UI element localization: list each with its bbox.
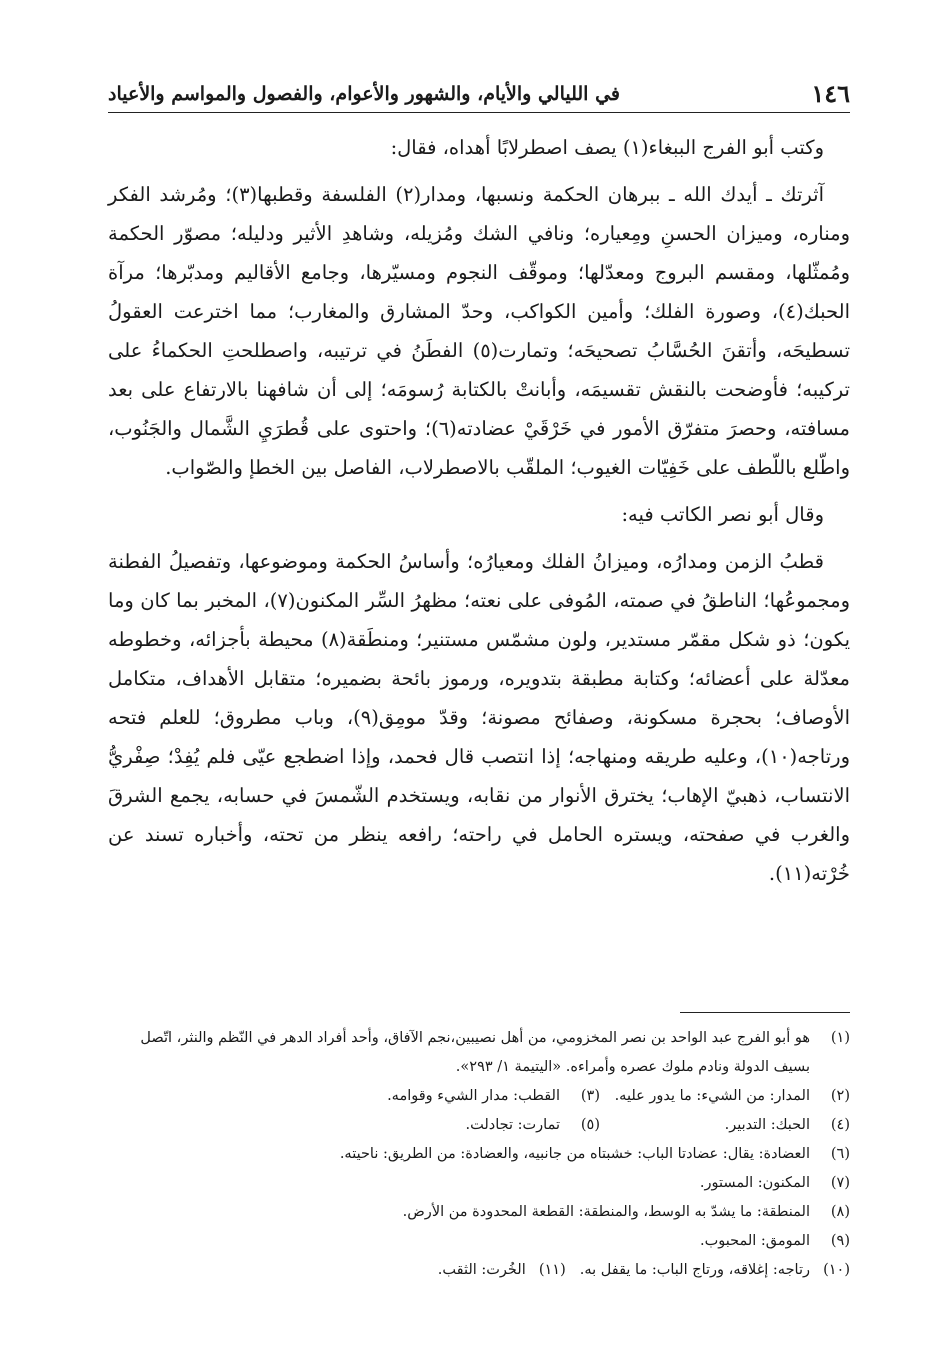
footnote-number: (١) [830,1030,850,1046]
footnote-row-10-11 [108,1256,850,1285]
footnote-number: (٤) [830,1117,850,1133]
footnote-text: القطب: مدار الشيء وقوامه. [387,1088,560,1104]
footnote-text: العضادة: يقال: عضادتا الباب: خشبتاه من جانبيه، والعضادة: من الطريق: ناحيته. [339,1146,810,1162]
footnote-row-4-5 [108,1111,850,1140]
footnote-11 [438,1256,566,1285]
paragraph-abu-nasr-text: قطبُ الزمن ومدارُه، وميزانُ الفلك ومعيارُه؛ وأساسُ الحكمة وموضوعها، وتفصيلُ الفطنة ومجموعُها؛ الناطقُ في صمته، المُوفى على نعته؛ مظهرُ السِّر المكنون(٧)، المخبر بما كان وما يكون؛ ذو شكل مقمّر مستدير، ولون مشمّس مستنير؛ ومنطَقة(٨) محيطة بأجزائه، وخطوطه معدّلة على أعضائه؛ وكتابة مطبقة بتدويره، ورموز بائحة بضميره؛ متقابل الأهداف، متكامل الأوصاف؛ بحجرة مسكونة، وصفائح مصونة؛ وقدّ مومِق(٩)، وباب مطروق؛ للعلم فتحه ورتاجه(١٠)، وعليه طريقه ومنهاجه؛ إذا انتصب قال فحمد، وإذا اضطجع عيّى فلم يُفِدْ؛ صِفْريُّ الانتساب، ذهبيّ الإهاب؛ يخترق الأنوار من نقابه، ويستخدم الشّمسَ في حسابه، يجمع الشرقَ والغرب في صفحته، ويستره الحامل في راحته؛ رافعه ينظر من تحته، وأخباره تسند عن خُرْته(١١). [108,550,851,885]
header-divider [108,112,850,113]
footnote-text: المنطقة: ما يشدّ به الوسط، والمنطقة: القطعة المحدودة من الأرض. [402,1204,810,1220]
paragraph-intro: وكتب أبو الفرج الببغاء(١) يصف اصطرلابًا أهداه، فقال: [390,136,824,159]
footnote-2 [600,1082,850,1111]
footnote-number: (٦) [830,1146,850,1162]
footnote-divider [680,1012,850,1013]
footnote-number: (١١) [538,1262,566,1278]
footnote-text: هو أبو الفرج عبد الواحد بن نصر المخزومي، من أهل نصيبين،نجم الآفاق، وأحد أفراد الدهر في النّظم والنثر، اتّصل بسيف الدولة ونادم ملوك عصره وأمراءه. «اليتيمة ١/ ٢٩٣». [140,1030,810,1075]
footnotes [108,1024,850,1285]
running-title: في الليالي والأيام، والشهور والأعوام، والفصول والمواسم والأعياد [108,83,620,105]
footnote-text: المدار: من الشيء: ما يدور عليه. [614,1088,810,1104]
paragraph-babbagha-text: آثرتك ـ أيدك الله ـ ببرهان الحكمة ونسبها، ومدار(٢) الفلسفة وقطبها(٣)؛ ومُرشد الفكر ومناره، وميزان الحسنِ ومِعياره؛ ونافي الشك ومُزيله، وشاهدِ الأثير ودليله؛ مصوّر الحكمة ومُمثّلها، ومقسم البروج ومعدّلها؛ وموقّف النجوم ومسيّرها، وجامع الأقاليم ومدبّرها؛ مرآة الحبك(٤)، وصورة الفلك؛ وأمين الكواكب، وحدّ المشارق والمغارب؛ مما اخترعت العقولُ تسطيحَه، وأتقنَ الحُسَّابُ تصحيحَه؛ وتمارت(٥) الفطَنُ في ترتيبه، واصطلحتِ الحكماءُ على تركيبه؛ فأوضحت بالنقش تقسيمَه، وأبانتْ بالكتابة رُسومَه؛ إلى أن شافهنا بالارتفاع على بعد مسافته، وحصرَ متفرّق الأمور في خَرْقَيْ عضادته(٦)؛ واحتوى على قُطرَيِ الشَّمال والجَنُوب، واطّلع باللّطف على خَفِيّات الغيوب؛ الملقّب بالاصطرلاب، الفاصل بين الخطإ والصّواب. [108,183,850,479]
footnote-7 [108,1169,850,1198]
main-text [108,128,850,893]
footnote-number: (٢) [830,1088,850,1104]
footnote-row-2-3 [108,1082,850,1111]
footnote-number: (١٠) [823,1262,850,1278]
footnote-text: الخُرت: الثقب. [437,1262,526,1278]
footnote-text: رتاجه: إغلاقه، ورتاج الباب: ما يقفل به. [579,1262,810,1278]
footnote-text: الحبك: التدبير. [724,1117,810,1133]
footnote-number: (٩) [830,1233,850,1249]
footnote-5 [465,1111,600,1140]
footnote-9 [108,1227,850,1256]
paragraph-abu-nasr-intro: وقال أبو نصر الكاتب فيه: [621,503,824,526]
footnote-number: (٧) [830,1175,850,1191]
footnote-text: المومق: المحبوب. [700,1233,810,1249]
footnote-text: المكنون: المستور. [699,1175,810,1191]
footnote-8 [108,1198,850,1227]
footnote-number: (٨) [830,1204,850,1220]
footnote-10 [580,1256,850,1285]
page-header [108,70,850,110]
footnote-4 [600,1111,850,1140]
footnote-1 [108,1024,850,1082]
footnote-3 [387,1082,600,1111]
footnote-6 [108,1140,850,1169]
footnote-number: (٥) [580,1117,600,1133]
footnote-number: (٣) [580,1088,600,1104]
page-number: ١٤٦ [811,79,850,108]
footnote-text: تمارت: تجادلت. [465,1117,560,1133]
